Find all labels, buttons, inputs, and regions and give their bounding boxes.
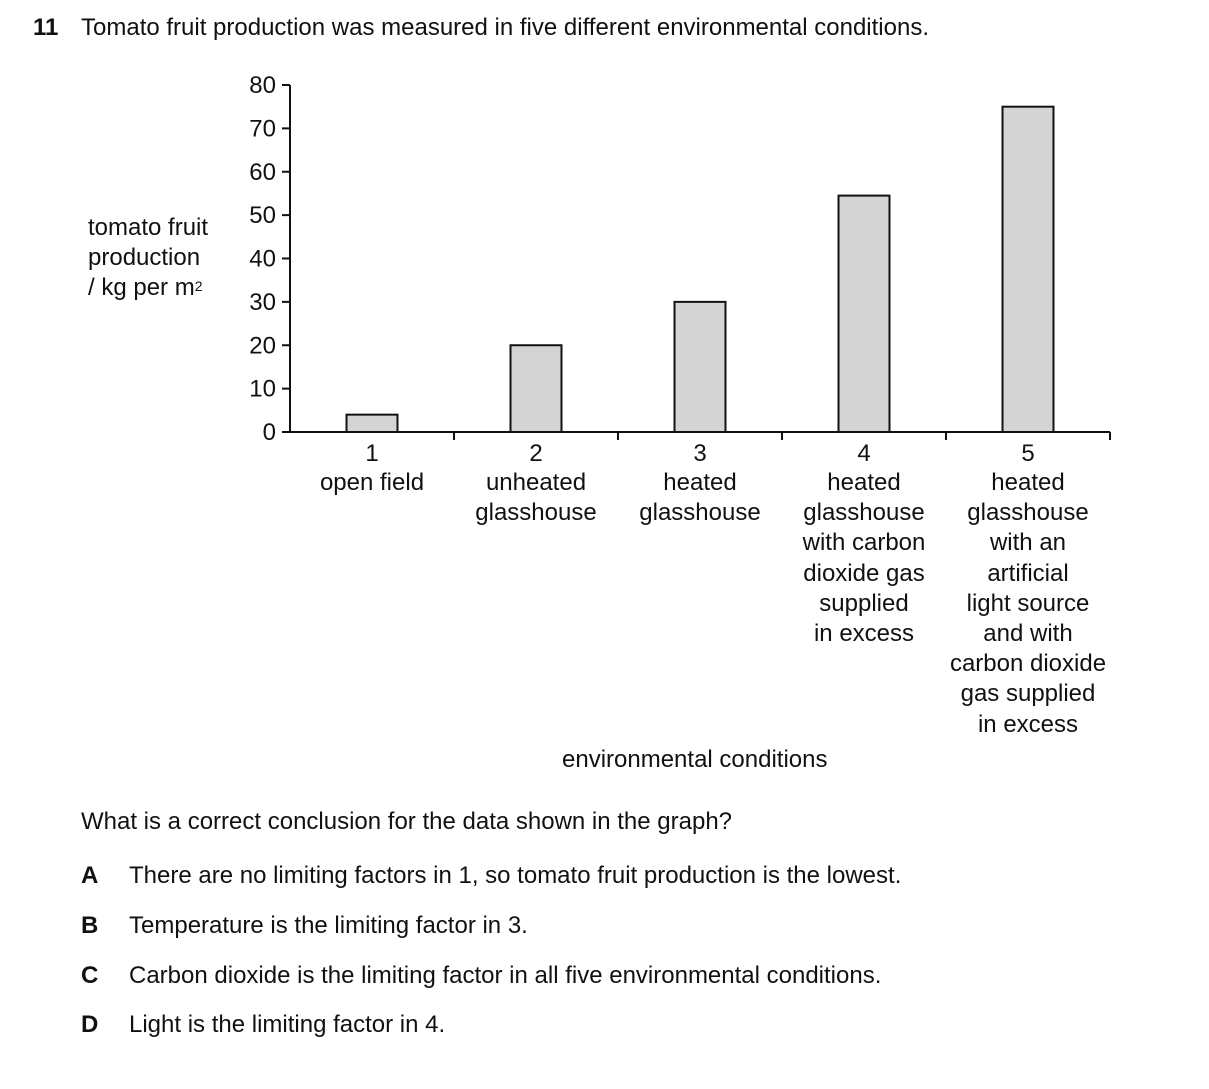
- y-tick-label: 30: [249, 288, 276, 316]
- option-text: Light is the limiting factor in 4.: [129, 1011, 446, 1038]
- y-tick-label: 10: [249, 375, 276, 403]
- category-description-line: artificial: [987, 559, 1069, 587]
- y-axis-unit: / kg per m: [88, 274, 195, 301]
- question-stem: Tomato fruit production was measured in five different environmental conditions.: [81, 14, 930, 41]
- bar-condition-1: [347, 415, 398, 432]
- y-tick-label: 20: [249, 332, 276, 360]
- bar-condition-2: [511, 345, 562, 432]
- category-description-line: glasshouse: [475, 499, 597, 527]
- category-description-line: open field: [319, 469, 425, 496]
- x-tick-label: 1: [365, 440, 379, 467]
- option-a[interactable]: [81, 862, 901, 890]
- option-letter: D: [81, 1011, 99, 1038]
- category-description-line: heated: [827, 469, 901, 496]
- y-tick-label: 70: [249, 115, 276, 143]
- option-d[interactable]: [81, 1011, 445, 1039]
- option-b[interactable]: [81, 912, 528, 940]
- option-letter: C: [81, 962, 99, 989]
- bar-condition-4: [839, 196, 890, 432]
- option-letter: A: [81, 862, 99, 889]
- category-description-line: glasshouse: [639, 499, 761, 527]
- y-axis-unit-superscript: 2: [194, 278, 203, 294]
- category-description-line: gas supplied: [960, 680, 1096, 708]
- y-tick-label: 80: [249, 72, 276, 99]
- option-letter: B: [81, 912, 99, 939]
- y-tick-label: 50: [249, 202, 276, 230]
- category-description-line: heated: [991, 469, 1065, 496]
- category-description-line: with carbon: [802, 529, 926, 557]
- category-description-line: carbon dioxide: [949, 650, 1107, 678]
- category-description-3: [615, 468, 785, 528]
- category-description-line: in excess: [813, 620, 915, 648]
- question-prompt: What is a correct conclusion for the data shown in the graph?: [81, 808, 733, 835]
- category-description-line: light source: [966, 589, 1090, 617]
- x-tick-label: 3: [693, 440, 707, 467]
- category-description-line: and with: [983, 620, 1073, 648]
- category-description-line: dioxide gas: [803, 559, 925, 587]
- option-text: Temperature is the limiting factor in 3.: [129, 912, 528, 939]
- option-text: There are no limiting factors in 1, so tomato fruit production is the lowest.: [129, 862, 902, 889]
- y-tick-label: 40: [249, 245, 276, 273]
- x-axis-title: environmental conditions: [562, 746, 828, 773]
- bar-condition-3: [675, 302, 726, 432]
- bar-condition-5: [1003, 107, 1054, 432]
- y-axis-label-line-1: tomato fruit: [88, 214, 209, 241]
- category-description-line: glasshouse: [803, 499, 925, 527]
- category-description-line: heated: [663, 469, 737, 496]
- y-axis-label-line-2: production: [88, 244, 201, 271]
- category-description-line: glasshouse: [967, 499, 1089, 527]
- category-description-2: [451, 468, 621, 528]
- x-tick-label: 4: [857, 440, 871, 467]
- category-description-1: [287, 468, 457, 498]
- category-description-line: unheated: [485, 469, 587, 496]
- category-description-line: in excess: [977, 710, 1079, 738]
- option-c[interactable]: [81, 962, 881, 990]
- category-description-4: [779, 468, 949, 649]
- category-description-line: with an: [989, 529, 1067, 557]
- option-text: Carbon dioxide is the limiting factor in all five environmental conditions.: [129, 962, 882, 989]
- x-tick-label: 5: [1021, 440, 1035, 467]
- y-tick-label: 60: [249, 158, 276, 186]
- y-tick-label: 0: [262, 419, 276, 446]
- question-number: 11: [33, 14, 59, 41]
- category-description-5: [943, 468, 1113, 740]
- category-description-line: supplied: [819, 589, 909, 617]
- x-tick-label: 2: [529, 440, 543, 467]
